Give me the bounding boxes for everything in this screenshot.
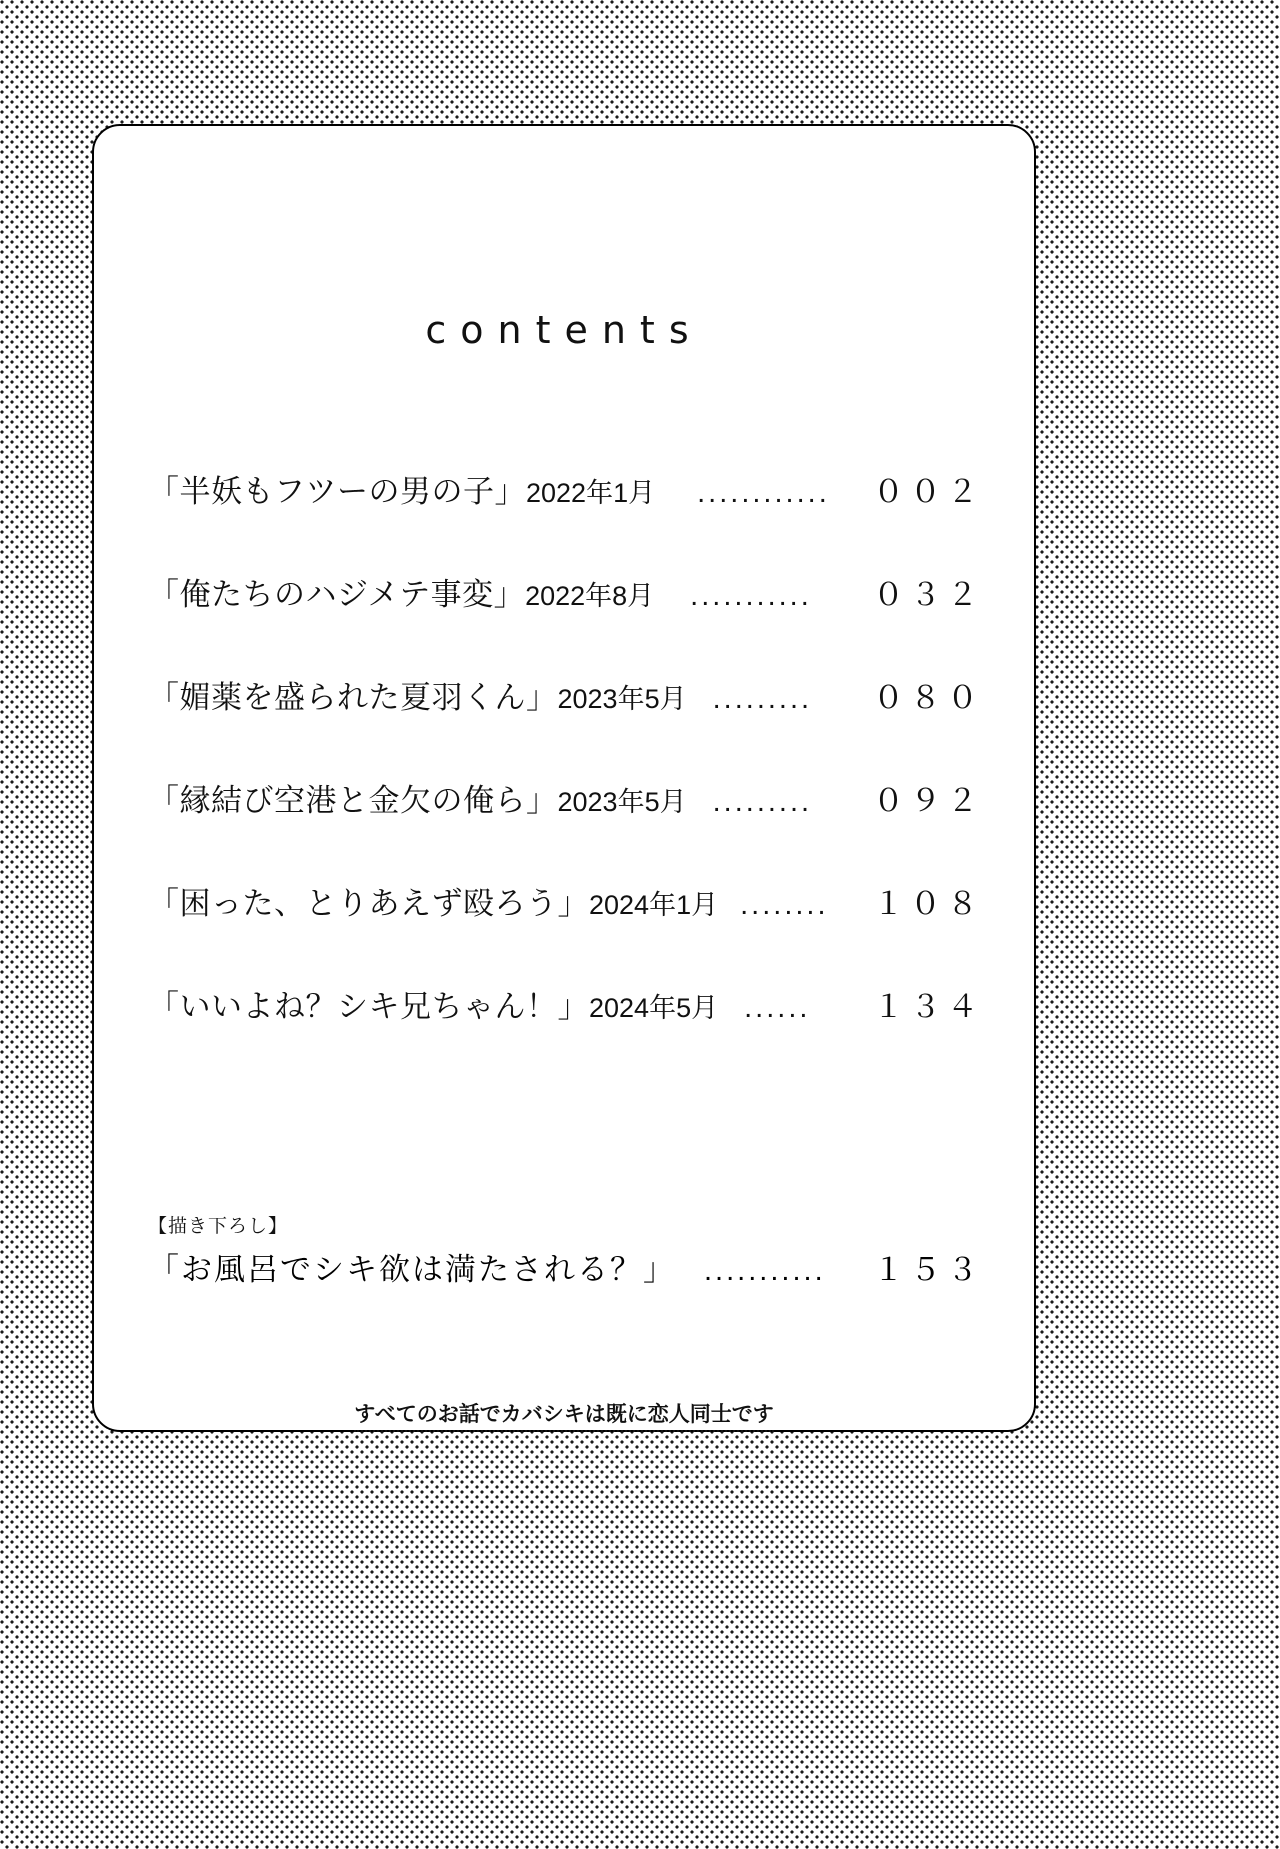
toc-entry-title: 「困った、とりあえず殴ろう」 (148, 886, 589, 921)
toc-entry-date: 2022年1月 (526, 478, 656, 508)
toc-entry-leader: ........ (740, 889, 829, 921)
toc-entry[interactable] (148, 775, 984, 820)
toc-entry-page: ００２ (873, 474, 984, 509)
toc-entry-page: ０３２ (873, 577, 984, 612)
extra-section-label: 【描き下ろし】 (148, 1216, 289, 1237)
toc-entry-page: ０８０ (873, 680, 984, 715)
toc-entry-page: １３４ (873, 989, 984, 1024)
toc-entry-date: 2023年5月 (557, 787, 687, 817)
toc-entry-title: 「俺たちのハジメテ事変」 (148, 577, 526, 612)
toc-entry-page: ０９２ (873, 783, 984, 818)
table-of-contents (148, 466, 984, 1084)
toc-entry-title: 「いいよね？シキ兄ちゃん！」 (148, 989, 589, 1024)
toc-entry[interactable] (148, 672, 984, 717)
toc-entry-leader: ...... (744, 992, 811, 1024)
toc-entry-extra[interactable] (148, 1244, 984, 1289)
toc-entry[interactable] (148, 569, 984, 614)
toc-entry-date: 2022年8月 (525, 581, 655, 611)
toc-entry[interactable] (148, 878, 984, 923)
toc-entry-page: １０８ (873, 886, 984, 921)
toc-entry-leader: ........... (690, 580, 812, 612)
toc-entry[interactable] (148, 981, 984, 1026)
toc-entry-date: 2024年5月 (589, 993, 719, 1023)
footnote-text: すべてのお話でカバシキは既に恋人同士です (354, 1403, 774, 1432)
toc-entry-title: 「媚薬を盛られた夏羽くん」 (148, 680, 558, 715)
toc-entry-leader: ............ (697, 477, 830, 509)
toc-entry-leader: ......... (712, 683, 813, 715)
toc-entry[interactable] (148, 466, 984, 511)
contents-card (92, 124, 1036, 1432)
toc-entry-page: １５３ (873, 1252, 984, 1287)
toc-entry-date: 2024年1月 (589, 890, 719, 920)
toc-entry-date: 2023年5月 (557, 684, 687, 714)
toc-entry-title: 「縁結び空港と金欠の俺ら」 (148, 783, 558, 818)
toc-entry-title: 「お風呂でシキ欲は満たされる？」 (148, 1252, 676, 1287)
footnote (94, 1398, 1034, 1428)
toc-entry-leader: ......... (712, 786, 813, 818)
toc-entry-leader: ........... (704, 1255, 826, 1287)
page-title: contents (425, 308, 703, 352)
toc-entry-title: 「半妖もフツーの男の子」 (148, 474, 526, 509)
